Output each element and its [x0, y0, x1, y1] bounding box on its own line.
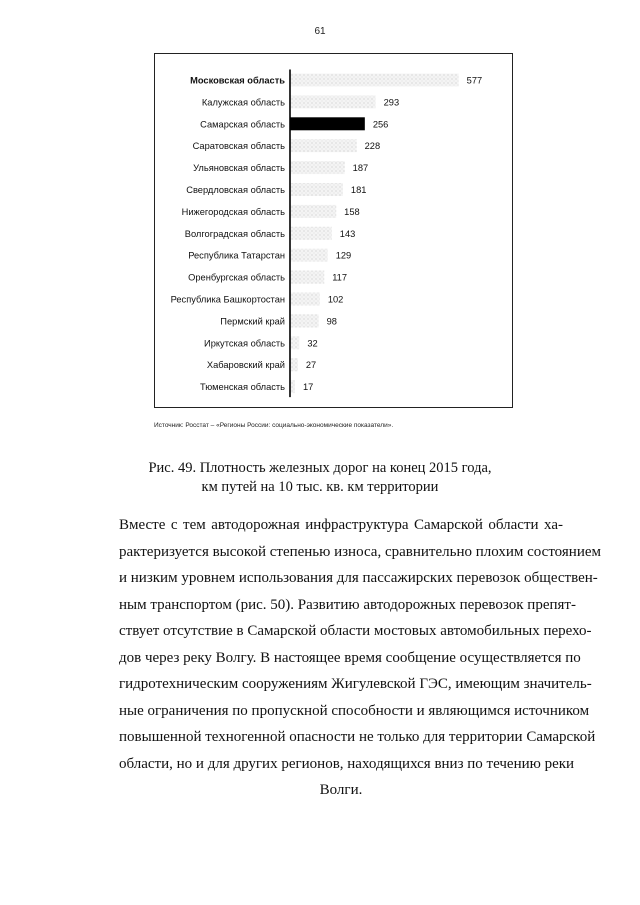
body-line: Волги. [319, 782, 363, 798]
body-line: ные ограничения по пропускной способности и являющимся источником [119, 702, 590, 719]
value-label: 17 [302, 382, 314, 393]
value-label: 27 [305, 360, 317, 371]
bar [290, 161, 345, 174]
figure-caption-line-2: км путей на 10 тыс. кв. км территории [201, 479, 439, 495]
bar [290, 314, 319, 327]
value-label: 256 [372, 119, 389, 130]
category-label: Республика Башкортостан [170, 294, 285, 305]
value-label: 117 [332, 272, 348, 283]
value-label: 293 [383, 97, 400, 108]
value-label: 129 [335, 250, 352, 261]
body-paragraph [119, 512, 601, 804]
bar [290, 271, 324, 284]
body-line: области, но и для других регионов, находящихся вниз по течению реки [119, 755, 575, 772]
category-label: Нижегородская область [181, 206, 285, 217]
category-label: Пермский край [220, 316, 285, 327]
category-label: Тюменская область [200, 382, 285, 393]
value-label: 228 [364, 141, 381, 152]
figure-caption [0, 459, 640, 497]
value-label: 143 [339, 228, 356, 239]
category-label: Волгоградская область [184, 228, 285, 239]
value-label: 187 [352, 163, 369, 174]
category-label: Хабаровский край [206, 360, 285, 371]
bar [290, 336, 299, 349]
value-label: 181 [350, 185, 367, 195]
body-line: ствует отсутствие в Самарской области мостовых автомобильных перехо- [119, 623, 592, 639]
bar [290, 95, 376, 108]
value-label: 32 [307, 338, 318, 349]
body-line: ным транспортом (рис. 50). Развитию автодорожных перевозок препят- [119, 596, 576, 613]
chart-source-note: Источник: Росстат – «Регионы России: социально-экономические показатели». [154, 422, 394, 429]
category-label: Саратовская область [192, 141, 285, 152]
bar [290, 139, 357, 152]
category-label: Калужская область [201, 97, 285, 108]
bar [290, 117, 365, 130]
category-label: Ульяновская область [193, 163, 285, 174]
bar [290, 205, 336, 218]
bar [290, 249, 328, 262]
category-label: Иркутская область [204, 338, 285, 349]
value-label: 102 [327, 294, 344, 305]
page-number: 61 [314, 26, 326, 37]
bar [290, 183, 343, 196]
bar [290, 74, 459, 87]
chart-frame [154, 53, 513, 408]
category-label: Свердловская область [186, 185, 285, 195]
value-label: 98 [326, 316, 337, 327]
category-label: Самарская область [200, 119, 285, 130]
category-label: Республика Татарстан [188, 250, 285, 261]
bar-chart [155, 54, 512, 407]
bar [290, 227, 332, 240]
value-label: 577 [466, 75, 483, 86]
figure-caption-line-1: Рис. 49. Плотность железных дорог на конец 2015 года, [148, 460, 492, 476]
bar [290, 358, 298, 371]
category-label: Московская область [190, 75, 285, 86]
body-line: гидротехническим сооружениям Жигулевской ГЭС, имеющим значитель- [119, 676, 592, 692]
bar [290, 293, 320, 306]
body-line: дов через реку Волгу. В настоящее время сообщение осуществляется по [119, 649, 581, 666]
body-line: Вместе с тем автодорожная инфраструктура Самарской области ха- [119, 517, 563, 533]
value-label: 158 [344, 206, 360, 217]
body-line: и низким уровнем использования для пассажирских перевозок обществен- [119, 570, 598, 586]
category-label: Оренбургская область [188, 272, 285, 283]
body-line: рактеризуется высокой степенью износа, сравнительно плохим состоянием [119, 543, 601, 560]
body-line: повышенной техногенной опасности не только для территории Самарской [119, 729, 596, 745]
